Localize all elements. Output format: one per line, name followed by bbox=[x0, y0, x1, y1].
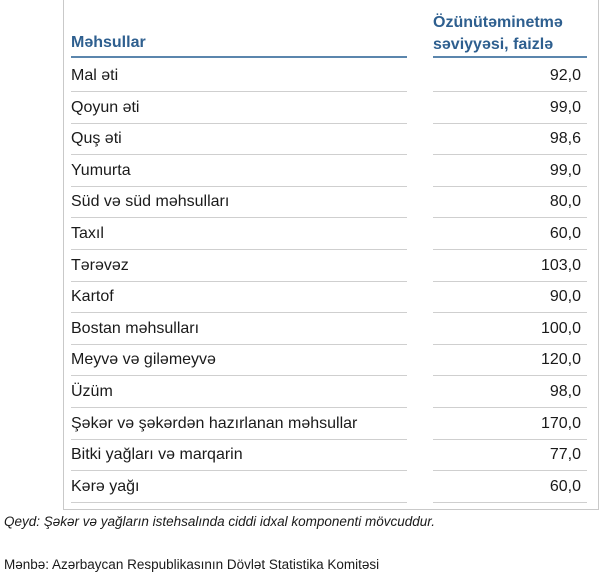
product-name: Bitki yağları və marqarin bbox=[71, 441, 407, 471]
self-sufficiency-header-line1: Özünütəminetmə bbox=[433, 14, 563, 31]
table-row bbox=[63, 252, 599, 284]
product-name: Qoyun əti bbox=[71, 94, 407, 124]
self-sufficiency-value: 80,0 bbox=[433, 188, 587, 218]
table-row bbox=[63, 346, 599, 378]
table-row bbox=[63, 315, 599, 347]
table-row bbox=[63, 410, 599, 442]
product-name: Üzüm bbox=[71, 378, 407, 408]
self-sufficiency-value: 60,0 bbox=[433, 473, 587, 503]
product-name: Meyvə və giləmeyvə bbox=[71, 346, 407, 376]
table-row bbox=[63, 188, 599, 220]
table-header bbox=[63, 0, 599, 62]
self-sufficiency-value: 90,0 bbox=[433, 283, 587, 313]
table-row bbox=[63, 473, 599, 505]
product-name: Kərə yağı bbox=[71, 473, 407, 503]
self-sufficiency-value: 99,0 bbox=[433, 94, 587, 124]
product-name: Mal əti bbox=[71, 62, 407, 92]
self-sufficiency-value: 100,0 bbox=[433, 315, 587, 345]
table-row bbox=[63, 125, 599, 157]
source-citation: Mənbə: Azərbaycan Respublikasının Dövlət Statistika Komitəsi bbox=[4, 557, 380, 572]
product-name: Bostan məhsulları bbox=[71, 315, 407, 345]
product-name: Şəkər və şəkərdən hazırlanan məhsullar bbox=[71, 410, 407, 440]
self-sufficiency-value: 99,0 bbox=[433, 157, 587, 187]
table-row bbox=[63, 94, 599, 126]
product-name: Taxıl bbox=[71, 220, 407, 250]
product-name: Yumurta bbox=[71, 157, 407, 187]
self-sufficiency-value: 98,0 bbox=[433, 378, 587, 408]
self-sufficiency-value: 77,0 bbox=[433, 441, 587, 471]
self-sufficiency-value: 60,0 bbox=[433, 220, 587, 250]
table-row bbox=[63, 157, 599, 189]
table-body bbox=[63, 62, 599, 504]
self-sufficiency-value: 98,6 bbox=[433, 125, 587, 155]
table-row bbox=[63, 283, 599, 315]
table-row bbox=[63, 378, 599, 410]
product-name: Süd və süd məhsulları bbox=[71, 188, 407, 218]
product-name: Quş əti bbox=[71, 125, 407, 155]
value-header-rule bbox=[433, 56, 587, 58]
self-sufficiency-value: 120,0 bbox=[433, 346, 587, 376]
table-row bbox=[63, 441, 599, 473]
products-column-header: Məhsullar bbox=[71, 34, 146, 51]
product-name: Tərəvəz bbox=[71, 252, 407, 282]
self-sufficiency-value: 103,0 bbox=[433, 252, 587, 282]
self-sufficiency-value: 170,0 bbox=[433, 410, 587, 440]
self-sufficiency-value: 92,0 bbox=[433, 62, 587, 92]
products-header-rule bbox=[71, 56, 407, 58]
product-name: Kartof bbox=[71, 283, 407, 313]
table-row bbox=[63, 62, 599, 94]
self-sufficiency-column-header bbox=[433, 12, 595, 56]
table-row bbox=[63, 220, 599, 252]
table-note: Qeyd: Şəkər və yağların istehsalında ciddi idxal komponenti mövcuddur. bbox=[4, 514, 435, 529]
self-sufficiency-header-line2: səviyyəsi, faizlə bbox=[433, 36, 554, 53]
